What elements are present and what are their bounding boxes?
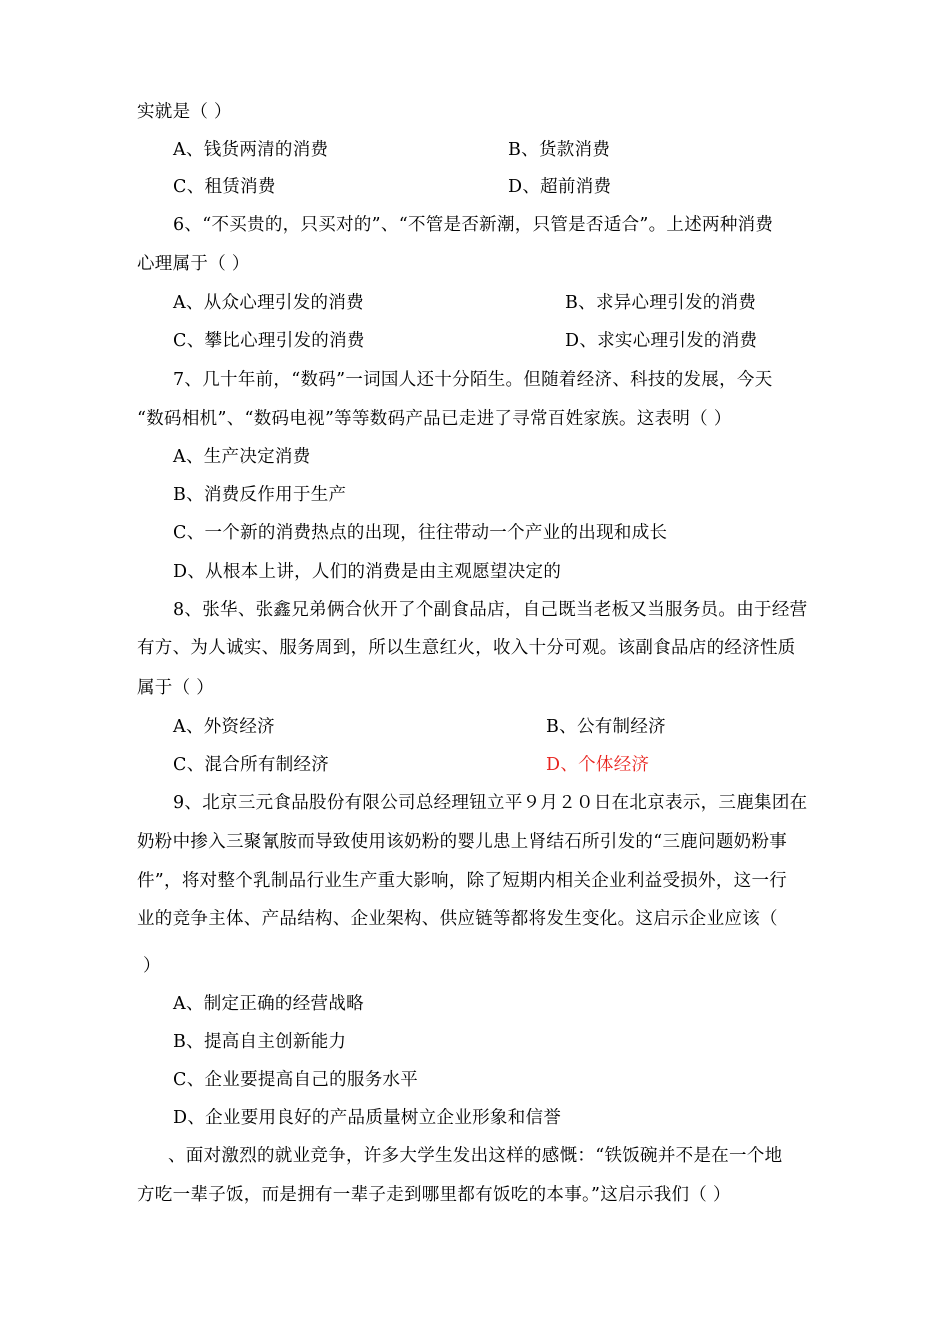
q8-option-c: C、混合所有制经济 (173, 755, 330, 775)
q8-stem-line3: 属于（ ） (137, 678, 215, 698)
q5-option-a: A、钱货两清的消费 (173, 140, 329, 160)
q9-option-c: C、企业要提高自己的服务水平 (173, 1070, 419, 1090)
q8-stem-line1: 8、张华、张鑫兄弟俩合伙开了个副食品店，自己既当老板又当服务员。由于经营 (173, 600, 808, 620)
q5-option-d: D、超前消费 (508, 177, 612, 197)
q6-option-a: A、从众心理引发的消费 (173, 293, 364, 313)
q6-option-c: C、攀比心理引发的消费 (173, 331, 365, 351)
q5-option-c: C、租赁消费 (173, 177, 276, 197)
q9-stem-line4: 业的竞争主体、产品结构、企业架构、供应链等都将发生变化。这启示企业应该（ (137, 909, 778, 929)
q7-stem-line1: 7、几十年前，“数码”一词国人还十分陌生。但随着经济、科技的发展，今天 (173, 370, 773, 390)
q9-stem-line3: 件”，将对整个乳制品行业生产重大影响，除了短期内相关企业利益受损外，这一行 (137, 871, 788, 891)
q6-stem-line2: 心理属于（ ） (137, 254, 250, 274)
q9-stem-line1: 9、北京三元食品股份有限公司总经理钮立平９月２０日在北京表示，三鹿集团在 (173, 793, 808, 813)
q9-option-a: A、制定正确的经营战略 (173, 994, 364, 1014)
q8-stem-line2: 有方、为人诚实、服务周到，所以生意红火，收入十分可观。该副食品店的经济性质 (137, 638, 796, 658)
q7-option-c: C、一个新的消费热点的出现，往往带动一个产业的出现和成长 (173, 523, 668, 543)
q10-stem-line2: 方吃一辈子饭，而是拥有一辈子走到哪里都有饭吃的本事。”这启示我们（ ） (137, 1185, 731, 1205)
q8-option-a: A、外资经济 (173, 717, 275, 737)
q6-option-d: D、求实心理引发的消费 (565, 331, 758, 351)
q8-option-d-highlighted: D、个体经济 (546, 755, 650, 775)
q9-stem-line2: 奶粉中掺入三聚氰胺而导致使用该奶粉的婴儿患上肾结石所引发的“三鹿问题奶粉事 (137, 832, 788, 852)
q5-stem-tail: 实就是（ ） (137, 102, 232, 122)
q7-option-a: A、生产决定消费 (173, 447, 311, 467)
q5-option-b: B、货款消费 (508, 140, 611, 160)
q7-option-b: B、消费反作用于生产 (173, 485, 347, 505)
q6-option-b: B、求异心理引发的消费 (565, 293, 757, 313)
q8-option-b: B、公有制经济 (546, 717, 666, 737)
q9-stem-line5: ） (143, 956, 161, 976)
q10-stem-line1: 、面对激烈的就业竞争，许多大学生发出这样的感慨：“铁饭碗并不是在一个地 (168, 1146, 783, 1166)
q7-stem-line2: “数码相机”、“数码电视”等等数码产品已走进了寻常百姓家族。这表明（ ） (137, 409, 732, 429)
q7-option-d: D、从根本上讲，人们的消费是由主观愿望决定的 (173, 562, 562, 582)
q9-option-d: D、企业要用良好的产品质量树立企业形象和信誉 (173, 1108, 562, 1128)
q9-option-b: B、提高自主创新能力 (173, 1032, 347, 1052)
q6-stem-line1: 6、“不买贵的，只买对的”、“不管是否新潮，只管是否适合”。上述两种消费 (173, 215, 774, 235)
